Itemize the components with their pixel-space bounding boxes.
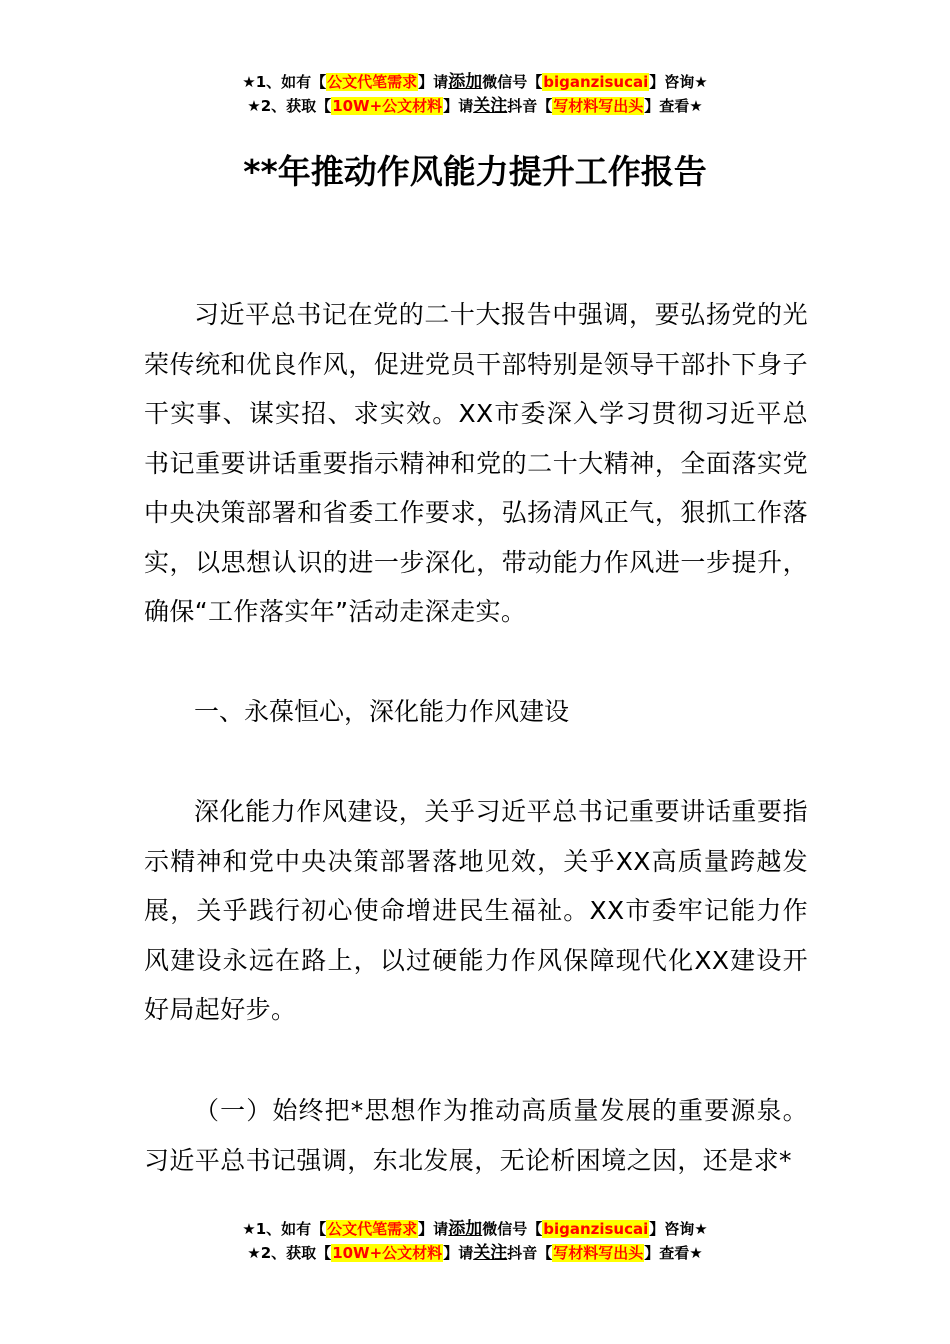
subsection-1-paragraph: （一）始终把*思想作为推动高质量发展的重要源泉。习近平总书记强调，东北发展，无论析困境之因，还是求* <box>144 1096 808 1175</box>
section-heading-1: 一、永葆恒心，深化能力作风建设 <box>194 697 570 726</box>
banner-underline: 添加 <box>448 72 483 92</box>
banner-text: 微信号【 <box>482 1220 543 1238</box>
banner-line-2 <box>0 94 950 118</box>
banner-text: 】请 <box>418 73 449 91</box>
banner-text: 】咨询★ <box>649 1220 708 1238</box>
banner-underline: 关注 <box>473 96 508 116</box>
banner-text: 】请 <box>418 1220 449 1238</box>
banner-highlight: 公文代笔需求 <box>327 73 418 91</box>
document-body <box>144 290 808 637</box>
banner-text: 微信号【 <box>482 73 543 91</box>
banner-text: 】请 <box>443 1244 474 1262</box>
banner-highlight: 公文代笔需求 <box>327 1220 418 1238</box>
banner-highlight: biganzisucai <box>543 1220 649 1238</box>
bottom-banner <box>0 1217 950 1265</box>
subsection-block <box>144 1086 808 1185</box>
section-heading-block <box>144 687 808 737</box>
banner-text: 】请 <box>443 97 474 115</box>
banner-highlight: 10W+公文材料 <box>332 1244 443 1262</box>
banner-line-1 <box>0 1217 950 1241</box>
section-body-block <box>144 787 808 1035</box>
banner-highlight: 写材料写出头 <box>553 97 644 115</box>
intro-paragraph: 习近平总书记在党的二十大报告中强调，要弘扬党的光荣传统和优良作风，促进党员干部特别是领导干部扑下身子干实事、谋实招、求实效。XX市委深入学习贯彻习近平总书记重要讲话重要指示精神和党的二十大精神，全面落实党中央决策部署和省委工作要求，弘扬清风正气，狠抓工作落实，以思想认识的进一步深化，带动能力作风进一步提升，确保“工作落实年”活动走深走实。 <box>144 300 808 626</box>
banner-line-1 <box>0 70 950 94</box>
banner-text: 】咨询★ <box>649 73 708 91</box>
document-title: **年推动作风能力提升工作报告 <box>243 152 707 191</box>
banner-text: ★1、如有【 <box>242 73 327 91</box>
banner-text: 抖音【 <box>507 97 553 115</box>
banner-highlight: biganzisucai <box>543 73 649 91</box>
banner-highlight: 写材料写出头 <box>553 1244 644 1262</box>
banner-highlight: 10W+公文材料 <box>332 97 443 115</box>
top-banner <box>0 70 950 118</box>
banner-text: 】查看★ <box>644 1244 703 1262</box>
banner-underline: 关注 <box>473 1243 508 1263</box>
banner-text: 】查看★ <box>644 97 703 115</box>
section-1-paragraph: 深化能力作风建设，关乎习近平总书记重要讲话重要指示精神和党中央决策部署落地见效，关乎XX高质量跨越发展，关乎践行初心使命增进民生福祉。XX市委牢记能力作风建设永远在路上，以过硬能力作风保障现代化XX建设开好局起好步。 <box>144 797 808 1024</box>
banner-text: 抖音【 <box>507 1244 553 1262</box>
banner-text: ★1、如有【 <box>242 1220 327 1238</box>
banner-text: ★2、获取【 <box>247 97 332 115</box>
banner-underline: 添加 <box>448 1219 483 1239</box>
banner-line-2 <box>0 1241 950 1265</box>
banner-text: ★2、获取【 <box>247 1244 332 1262</box>
